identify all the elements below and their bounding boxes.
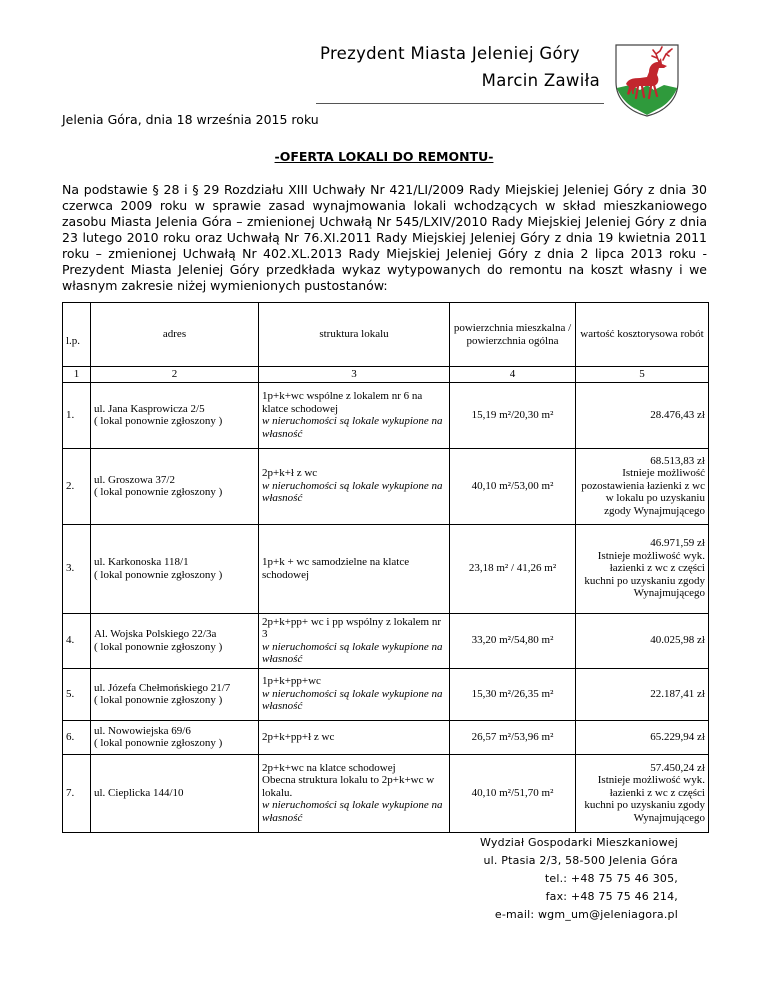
- row-area: 33,20 m²/54,80 m²: [450, 613, 576, 668]
- row-address: [91, 524, 259, 613]
- row-cost: [576, 668, 709, 720]
- row-address: [91, 613, 259, 668]
- row-address: [91, 382, 259, 448]
- cost-value: 57.450,24 zł: [650, 761, 705, 774]
- row-lp: 4.: [63, 613, 91, 668]
- department-name: Wydział Gospodarki Mieszkaniowej: [480, 836, 678, 849]
- column-number: 3: [259, 367, 450, 383]
- header-structure: struktura lokalu: [259, 303, 450, 367]
- ownership-note: w nieruchomości są lokale wykupione na własność: [262, 687, 443, 713]
- address-text: ul. Karkonoska 118/1: [94, 556, 189, 568]
- address-note: ( lokal ponownie zgłoszony ): [94, 694, 223, 706]
- address-note: ( lokal ponownie zgłoszony ): [94, 568, 223, 581]
- structure-extra: Obecna struktura lokalu to 2p+k+wc w lokalu.: [262, 774, 435, 799]
- row-cost: [576, 448, 709, 524]
- row-structure: [259, 754, 450, 832]
- column-number: 4: [450, 367, 576, 383]
- address-note: ( lokal ponownie zgłoszony ): [94, 486, 223, 498]
- table-header-row: [63, 303, 709, 367]
- ownership-note: w nieruchomości są lokale wykupione na własność: [262, 799, 443, 824]
- department-fax: fax: +48 75 75 46 214,: [545, 890, 678, 903]
- address-note: ( lokal ponownie zgłoszony ): [94, 737, 223, 749]
- row-cost: [576, 754, 709, 832]
- cost-value: 28.476,43 zł: [650, 408, 705, 421]
- cost-value: 40.025,98 zł: [650, 634, 705, 647]
- structure-text: 2p+k+ł z wc: [262, 467, 318, 480]
- table-row: [63, 720, 709, 754]
- address-text: ul. Jana Kasprowicza 2/5: [94, 402, 205, 415]
- row-cost: [576, 382, 709, 448]
- row-lp: 5.: [63, 668, 91, 720]
- date-line: Jelenia Góra, dnia 18 września 2015 roku: [62, 112, 319, 127]
- address-text: ul. Nowowiejska 69/6: [94, 724, 191, 737]
- row-lp: 3.: [63, 524, 91, 613]
- address-note: ( lokal ponownie zgłoszony ): [94, 415, 223, 427]
- row-lp: 7.: [63, 754, 91, 832]
- row-structure: [259, 524, 450, 613]
- structure-text: 1p+k + wc samodzielne na klatce schodowej: [262, 556, 410, 581]
- office-title: Prezydent Miasta Jeleniej Góry: [319, 44, 580, 63]
- row-address: [91, 754, 259, 832]
- header-divider: [316, 103, 604, 104]
- cost-note: Istnieje możliwość wyk. łazienki z wc z części kuchni po uzyskaniu zgody Wynajmującego: [584, 549, 705, 600]
- header-lp: l.p.: [63, 303, 91, 367]
- structure-text: 1p+k+pp+wc: [262, 675, 321, 688]
- cost-value: 22.187,41 zł: [650, 687, 705, 700]
- row-structure: [259, 382, 450, 448]
- ownership-note: w nieruchomości są lokale wykupione na własność: [262, 640, 443, 665]
- table-row: [63, 524, 709, 613]
- cost-value: 65.229,94 zł: [650, 730, 705, 743]
- cost-note: Istnieje możliwość pozostawienia łazienki z wc w lokalu po uzyskaniu zgody Wynajmującego: [581, 467, 705, 517]
- table-row: [63, 382, 709, 448]
- row-cost: [576, 524, 709, 613]
- department-phone: tel.: +48 75 75 46 305,: [544, 872, 678, 885]
- row-address: [91, 668, 259, 720]
- row-structure: [259, 668, 450, 720]
- row-address: [91, 448, 259, 524]
- row-address: [91, 720, 259, 754]
- row-structure: [259, 720, 450, 754]
- header-cost: wartość kosztorysowa robót: [576, 303, 709, 367]
- column-number: 1: [63, 367, 91, 383]
- table-row: [63, 668, 709, 720]
- document-title: -OFERTA LOKALI DO REMONTU-: [274, 149, 494, 164]
- offer-table: [62, 302, 709, 833]
- header-address: adres: [91, 303, 259, 367]
- table-row: [63, 613, 709, 668]
- structure-text: 2p+k+wc na klatce schodowej: [262, 761, 396, 774]
- city-coat-of-arms-deer-icon: [612, 42, 682, 117]
- department-email[interactable]: e-mail: wgm_um@jeleniagora.pl: [494, 908, 678, 921]
- contact-footer: [400, 834, 678, 924]
- cost-note: Istnieje możliwość wyk. łazienki z wc z części kuchni po uzyskaniu zgody Wynajmującego: [584, 774, 705, 824]
- table-row: [63, 448, 709, 524]
- row-cost: [576, 720, 709, 754]
- row-lp: 6.: [63, 720, 91, 754]
- address-text: ul. Józefa Chełmońskiego 21/7: [94, 681, 231, 694]
- row-cost: [576, 613, 709, 668]
- mayor-name: Marcin Zawiła: [481, 71, 600, 90]
- department-address: ul. Ptasia 2/3, 58-500 Jelenia Góra: [483, 854, 678, 867]
- row-area: 15,19 m²/20,30 m²: [450, 382, 576, 448]
- row-lp: 2.: [63, 448, 91, 524]
- column-number: 2: [91, 367, 259, 383]
- row-structure: [259, 613, 450, 668]
- address-text: ul. Groszowa 37/2: [94, 473, 175, 486]
- ownership-note: w nieruchomości są lokale wykupione na własność: [262, 415, 443, 440]
- row-structure: [259, 448, 450, 524]
- address-text: Al. Wojska Polskiego 22/3a: [94, 628, 217, 640]
- column-number: 5: [576, 367, 709, 383]
- ownership-note: w nieruchomości są lokale wykupione na własność: [262, 479, 443, 505]
- row-area: 40,10 m²/51,70 m²: [450, 754, 576, 832]
- header-area: powierzchnia mieszkalna / powierzchnia ogólna: [450, 303, 576, 367]
- cost-value: 68.513,83 zł: [650, 454, 705, 467]
- address-note: ( lokal ponownie zgłoszony ): [94, 640, 223, 653]
- table-row: [63, 754, 709, 832]
- structure-text: 1p+k+wc wspólne z lokalem nr 6 na klatce schodowej: [262, 390, 423, 415]
- column-number-row: [63, 367, 709, 383]
- structure-text: 2p+k+pp+ł z wc: [262, 730, 335, 743]
- row-area: 40,10 m²/53,00 m²: [450, 448, 576, 524]
- structure-text: 2p+k+pp+ wc i pp wspólny z lokalem nr 3: [262, 615, 442, 640]
- cost-value: 46.971,59 zł: [650, 537, 705, 550]
- row-lp: 1.: [63, 382, 91, 448]
- intro-paragraph: Na podstawie § 28 i § 29 Rozdziału XIII Uchwały Nr 421/LI/2009 Rady Miejskiej Jeleniej Góry z dnia 30 czerwca 2009 roku w sprawie zasad wynajmowania lokali wchodzących w skład mieszkaniowego zasobu Miasta Jelenia Góra – zmienionej Uchwałą Nr 545/LXIV/2010 Rady Miejskiej Jeleniej Góry z dnia 23 lutego 2010 roku oraz Uchwałą Nr 76.XI.2011 Rady Miejskiej Jeleniej Góry z dnia 19 kwietnia 2011 roku – zmienionej Uchwałą Nr 402.XL.2013 Rady Miejskiej Jeleniej Góry z dnia 2 lipca 2013 roku - Prezydent Miasta Jeleniej Góry przedkłada wykaz wytypowanych do remontu na koszt własny i we własnym zakresie niżej wymienionych pustostanów:: [62, 182, 707, 293]
- row-area: 26,57 m²/53,96 m²: [450, 720, 576, 754]
- address-text: ul. Cieplicka 144/10: [94, 786, 184, 799]
- row-area: 15,30 m²/26,35 m²: [450, 668, 576, 720]
- row-area: 23,18 m² / 41,26 m²: [450, 524, 576, 613]
